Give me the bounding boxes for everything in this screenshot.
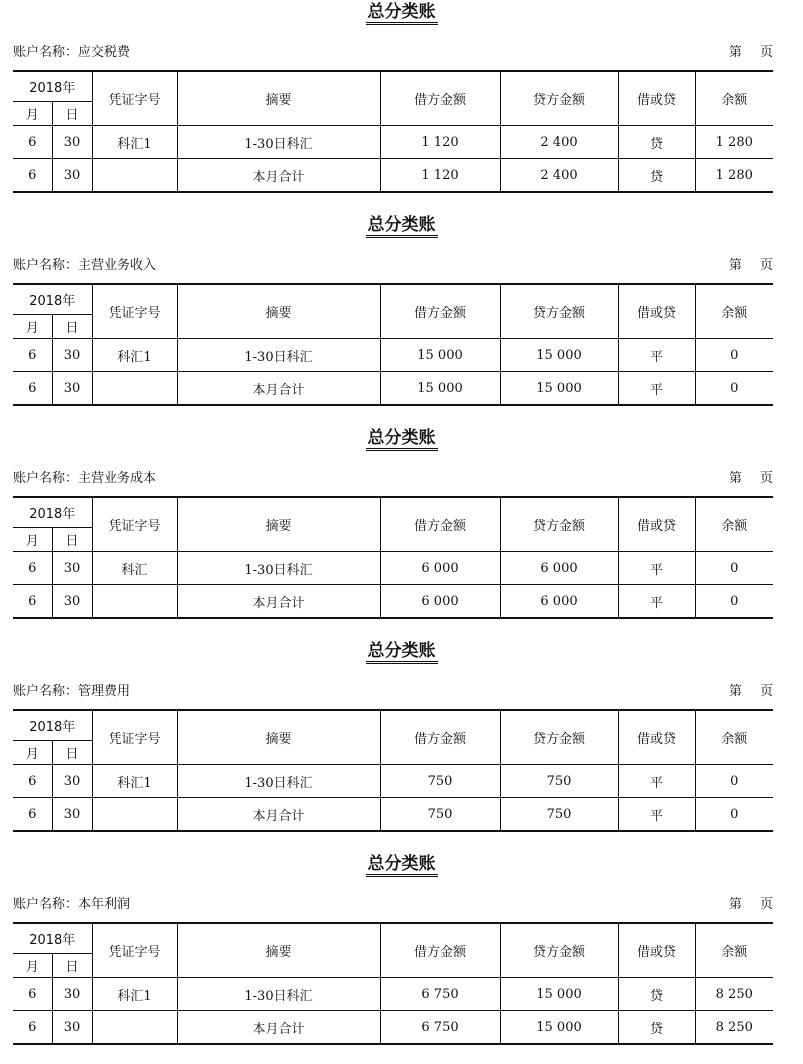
header-month: 月 bbox=[13, 102, 52, 126]
page-label: 第 bbox=[728, 258, 742, 273]
cell-balance: 0 bbox=[695, 765, 773, 798]
cell-month: 6 bbox=[13, 978, 52, 1011]
header-summary: 摘要 bbox=[177, 284, 380, 339]
header-month: 月 bbox=[13, 741, 52, 765]
cell-balance: 1 280 bbox=[695, 159, 773, 193]
page-number bbox=[727, 470, 773, 488]
cell-day: 30 bbox=[52, 798, 92, 832]
page-suffix: 页 bbox=[759, 684, 773, 699]
cell-debit: 15 000 bbox=[380, 372, 500, 406]
account-name-value: 应交税费 bbox=[78, 45, 131, 60]
cell-voucher: 科汇1 bbox=[92, 765, 177, 798]
account-name bbox=[13, 44, 130, 62]
account-name-prefix: 账户名称： bbox=[13, 897, 79, 912]
header-balance: 余额 bbox=[695, 284, 773, 339]
ledger-title: 总分类账 bbox=[0, 0, 803, 25]
cell-voucher bbox=[92, 1011, 177, 1045]
header-balance: 余额 bbox=[695, 710, 773, 765]
header-voucher: 凭证字号 bbox=[92, 923, 177, 978]
header-credit: 贷方金额 bbox=[500, 923, 618, 978]
header-year: 2018年 bbox=[13, 923, 92, 954]
table-row bbox=[13, 765, 773, 798]
header-debit: 借方金额 bbox=[380, 71, 500, 126]
ledger-section bbox=[0, 213, 803, 425]
cell-summary: 本月合计 bbox=[177, 798, 380, 832]
account-name bbox=[13, 896, 130, 914]
header-row bbox=[13, 284, 773, 315]
cell-credit: 6 000 bbox=[500, 552, 618, 585]
cell-direction: 贷 bbox=[618, 126, 695, 159]
header-direction: 借或贷 bbox=[618, 923, 695, 978]
header-year: 2018年 bbox=[13, 284, 92, 315]
table-row bbox=[13, 159, 773, 193]
header-voucher: 凭证字号 bbox=[92, 497, 177, 552]
cell-summary: 本月合计 bbox=[177, 159, 380, 193]
cell-month: 6 bbox=[13, 372, 52, 406]
header-year: 2018年 bbox=[13, 710, 92, 741]
ledger-section bbox=[0, 639, 803, 851]
page-number bbox=[727, 257, 773, 275]
table-row bbox=[13, 372, 773, 406]
cell-balance: 8 250 bbox=[695, 978, 773, 1011]
page-label: 第 bbox=[728, 471, 742, 486]
account-name bbox=[13, 683, 130, 701]
cell-direction: 平 bbox=[618, 798, 695, 832]
cell-credit: 15 000 bbox=[500, 339, 618, 372]
header-balance: 余额 bbox=[695, 497, 773, 552]
header-summary: 摘要 bbox=[177, 923, 380, 978]
page-suffix: 页 bbox=[759, 471, 773, 486]
header-voucher: 凭证字号 bbox=[92, 71, 177, 126]
page-number bbox=[727, 44, 773, 62]
cell-summary: 本月合计 bbox=[177, 585, 380, 619]
header-day: 日 bbox=[52, 741, 92, 765]
cell-day: 30 bbox=[52, 978, 92, 1011]
cell-debit: 15 000 bbox=[380, 339, 500, 372]
cell-day: 30 bbox=[52, 585, 92, 619]
header-credit: 贷方金额 bbox=[500, 71, 618, 126]
cell-summary: 1-30日科汇 bbox=[177, 765, 380, 798]
table-row bbox=[13, 126, 773, 159]
ledger-section bbox=[0, 0, 803, 212]
header-summary: 摘要 bbox=[177, 497, 380, 552]
cell-balance: 8 250 bbox=[695, 1011, 773, 1045]
ledger-section bbox=[0, 852, 803, 1064]
cell-summary: 1-30日科汇 bbox=[177, 126, 380, 159]
header-year: 2018年 bbox=[13, 71, 92, 102]
cell-voucher bbox=[92, 798, 177, 832]
cell-credit: 2 400 bbox=[500, 126, 618, 159]
cell-direction: 贷 bbox=[618, 1011, 695, 1045]
account-name-value: 主营业务成本 bbox=[78, 471, 157, 486]
ledger-table bbox=[13, 70, 773, 193]
table-row bbox=[13, 585, 773, 619]
cell-direction: 平 bbox=[618, 339, 695, 372]
header-credit: 贷方金额 bbox=[500, 284, 618, 339]
cell-summary: 1-30日科汇 bbox=[177, 978, 380, 1011]
cell-day: 30 bbox=[52, 126, 92, 159]
header-credit: 贷方金额 bbox=[500, 497, 618, 552]
page-label: 第 bbox=[728, 897, 742, 912]
header-month: 月 bbox=[13, 528, 52, 552]
ledger-title: 总分类账 bbox=[0, 639, 803, 664]
account-name-value: 本年利润 bbox=[78, 897, 131, 912]
cell-summary: 1-30日科汇 bbox=[177, 552, 380, 585]
account-name-prefix: 账户名称： bbox=[13, 258, 79, 273]
header-summary: 摘要 bbox=[177, 710, 380, 765]
cell-credit: 750 bbox=[500, 765, 618, 798]
cell-credit: 6 000 bbox=[500, 585, 618, 619]
cell-direction: 平 bbox=[618, 372, 695, 406]
cell-day: 30 bbox=[52, 552, 92, 585]
cell-direction: 贷 bbox=[618, 978, 695, 1011]
cell-debit: 6 750 bbox=[380, 1011, 500, 1045]
header-row bbox=[13, 497, 773, 528]
cell-credit: 750 bbox=[500, 798, 618, 832]
cell-day: 30 bbox=[52, 765, 92, 798]
page-suffix: 页 bbox=[759, 45, 773, 60]
table-row bbox=[13, 1011, 773, 1045]
ledger-table bbox=[13, 496, 773, 619]
cell-voucher bbox=[92, 159, 177, 193]
header-summary: 摘要 bbox=[177, 71, 380, 126]
account-name-prefix: 账户名称： bbox=[13, 471, 79, 486]
page-number bbox=[727, 683, 773, 701]
ledger-table bbox=[13, 709, 773, 832]
cell-debit: 750 bbox=[380, 765, 500, 798]
cell-credit: 15 000 bbox=[500, 372, 618, 406]
page-suffix: 页 bbox=[759, 258, 773, 273]
account-name bbox=[13, 257, 156, 275]
cell-debit: 1 120 bbox=[380, 159, 500, 193]
cell-direction: 平 bbox=[618, 765, 695, 798]
cell-debit: 6 750 bbox=[380, 978, 500, 1011]
cell-month: 6 bbox=[13, 552, 52, 585]
header-voucher: 凭证字号 bbox=[92, 710, 177, 765]
header-day: 日 bbox=[52, 102, 92, 126]
cell-direction: 平 bbox=[618, 585, 695, 619]
cell-voucher: 科汇1 bbox=[92, 978, 177, 1011]
account-name bbox=[13, 470, 156, 488]
cell-voucher: 科汇1 bbox=[92, 339, 177, 372]
account-name-prefix: 账户名称： bbox=[13, 684, 79, 699]
page-number bbox=[727, 896, 773, 914]
header-month: 月 bbox=[13, 954, 52, 978]
ledger-title: 总分类账 bbox=[0, 213, 803, 238]
cell-direction: 平 bbox=[618, 552, 695, 585]
header-direction: 借或贷 bbox=[618, 284, 695, 339]
cell-balance: 0 bbox=[695, 585, 773, 619]
header-credit: 贷方金额 bbox=[500, 710, 618, 765]
cell-balance: 0 bbox=[695, 339, 773, 372]
cell-direction: 贷 bbox=[618, 159, 695, 193]
page-label: 第 bbox=[728, 45, 742, 60]
header-balance: 余额 bbox=[695, 923, 773, 978]
ledger-title: 总分类账 bbox=[0, 426, 803, 451]
cell-month: 6 bbox=[13, 1011, 52, 1045]
cell-day: 30 bbox=[52, 372, 92, 406]
cell-month: 6 bbox=[13, 585, 52, 619]
cell-summary: 本月合计 bbox=[177, 1011, 380, 1045]
cell-day: 30 bbox=[52, 159, 92, 193]
header-month: 月 bbox=[13, 315, 52, 339]
page-label: 第 bbox=[728, 684, 742, 699]
header-voucher: 凭证字号 bbox=[92, 284, 177, 339]
cell-debit: 6 000 bbox=[380, 552, 500, 585]
header-debit: 借方金额 bbox=[380, 284, 500, 339]
cell-voucher bbox=[92, 585, 177, 619]
cell-month: 6 bbox=[13, 339, 52, 372]
cell-summary: 本月合计 bbox=[177, 372, 380, 406]
header-balance: 余额 bbox=[695, 71, 773, 126]
cell-balance: 0 bbox=[695, 552, 773, 585]
header-debit: 借方金额 bbox=[380, 710, 500, 765]
cell-voucher bbox=[92, 372, 177, 406]
table-row bbox=[13, 978, 773, 1011]
header-year: 2018年 bbox=[13, 497, 92, 528]
header-debit: 借方金额 bbox=[380, 497, 500, 552]
header-direction: 借或贷 bbox=[618, 71, 695, 126]
page-suffix: 页 bbox=[759, 897, 773, 912]
cell-summary: 1-30日科汇 bbox=[177, 339, 380, 372]
header-row bbox=[13, 71, 773, 102]
header-day: 日 bbox=[52, 954, 92, 978]
cell-debit: 1 120 bbox=[380, 126, 500, 159]
table-row bbox=[13, 798, 773, 832]
cell-day: 30 bbox=[52, 1011, 92, 1045]
header-debit: 借方金额 bbox=[380, 923, 500, 978]
account-name-prefix: 账户名称： bbox=[13, 45, 79, 60]
ledger-table bbox=[13, 283, 773, 406]
cell-credit: 15 000 bbox=[500, 1011, 618, 1045]
cell-month: 6 bbox=[13, 159, 52, 193]
table-row bbox=[13, 339, 773, 372]
cell-debit: 750 bbox=[380, 798, 500, 832]
ledger-table bbox=[13, 922, 773, 1045]
header-row bbox=[13, 710, 773, 741]
header-day: 日 bbox=[52, 528, 92, 552]
cell-day: 30 bbox=[52, 339, 92, 372]
cell-month: 6 bbox=[13, 798, 52, 832]
cell-credit: 15 000 bbox=[500, 978, 618, 1011]
cell-credit: 2 400 bbox=[500, 159, 618, 193]
header-row bbox=[13, 923, 773, 954]
header-direction: 借或贷 bbox=[618, 710, 695, 765]
header-day: 日 bbox=[52, 315, 92, 339]
cell-debit: 6 000 bbox=[380, 585, 500, 619]
cell-voucher: 科汇 bbox=[92, 552, 177, 585]
account-name-value: 主营业务收入 bbox=[78, 258, 157, 273]
cell-balance: 0 bbox=[695, 798, 773, 832]
cell-balance: 0 bbox=[695, 372, 773, 406]
cell-balance: 1 280 bbox=[695, 126, 773, 159]
cell-month: 6 bbox=[13, 765, 52, 798]
header-direction: 借或贷 bbox=[618, 497, 695, 552]
cell-month: 6 bbox=[13, 126, 52, 159]
account-name-value: 管理费用 bbox=[78, 684, 131, 699]
cell-voucher: 科汇1 bbox=[92, 126, 177, 159]
table-row bbox=[13, 552, 773, 585]
ledger-title: 总分类账 bbox=[0, 852, 803, 877]
ledger-section bbox=[0, 426, 803, 638]
